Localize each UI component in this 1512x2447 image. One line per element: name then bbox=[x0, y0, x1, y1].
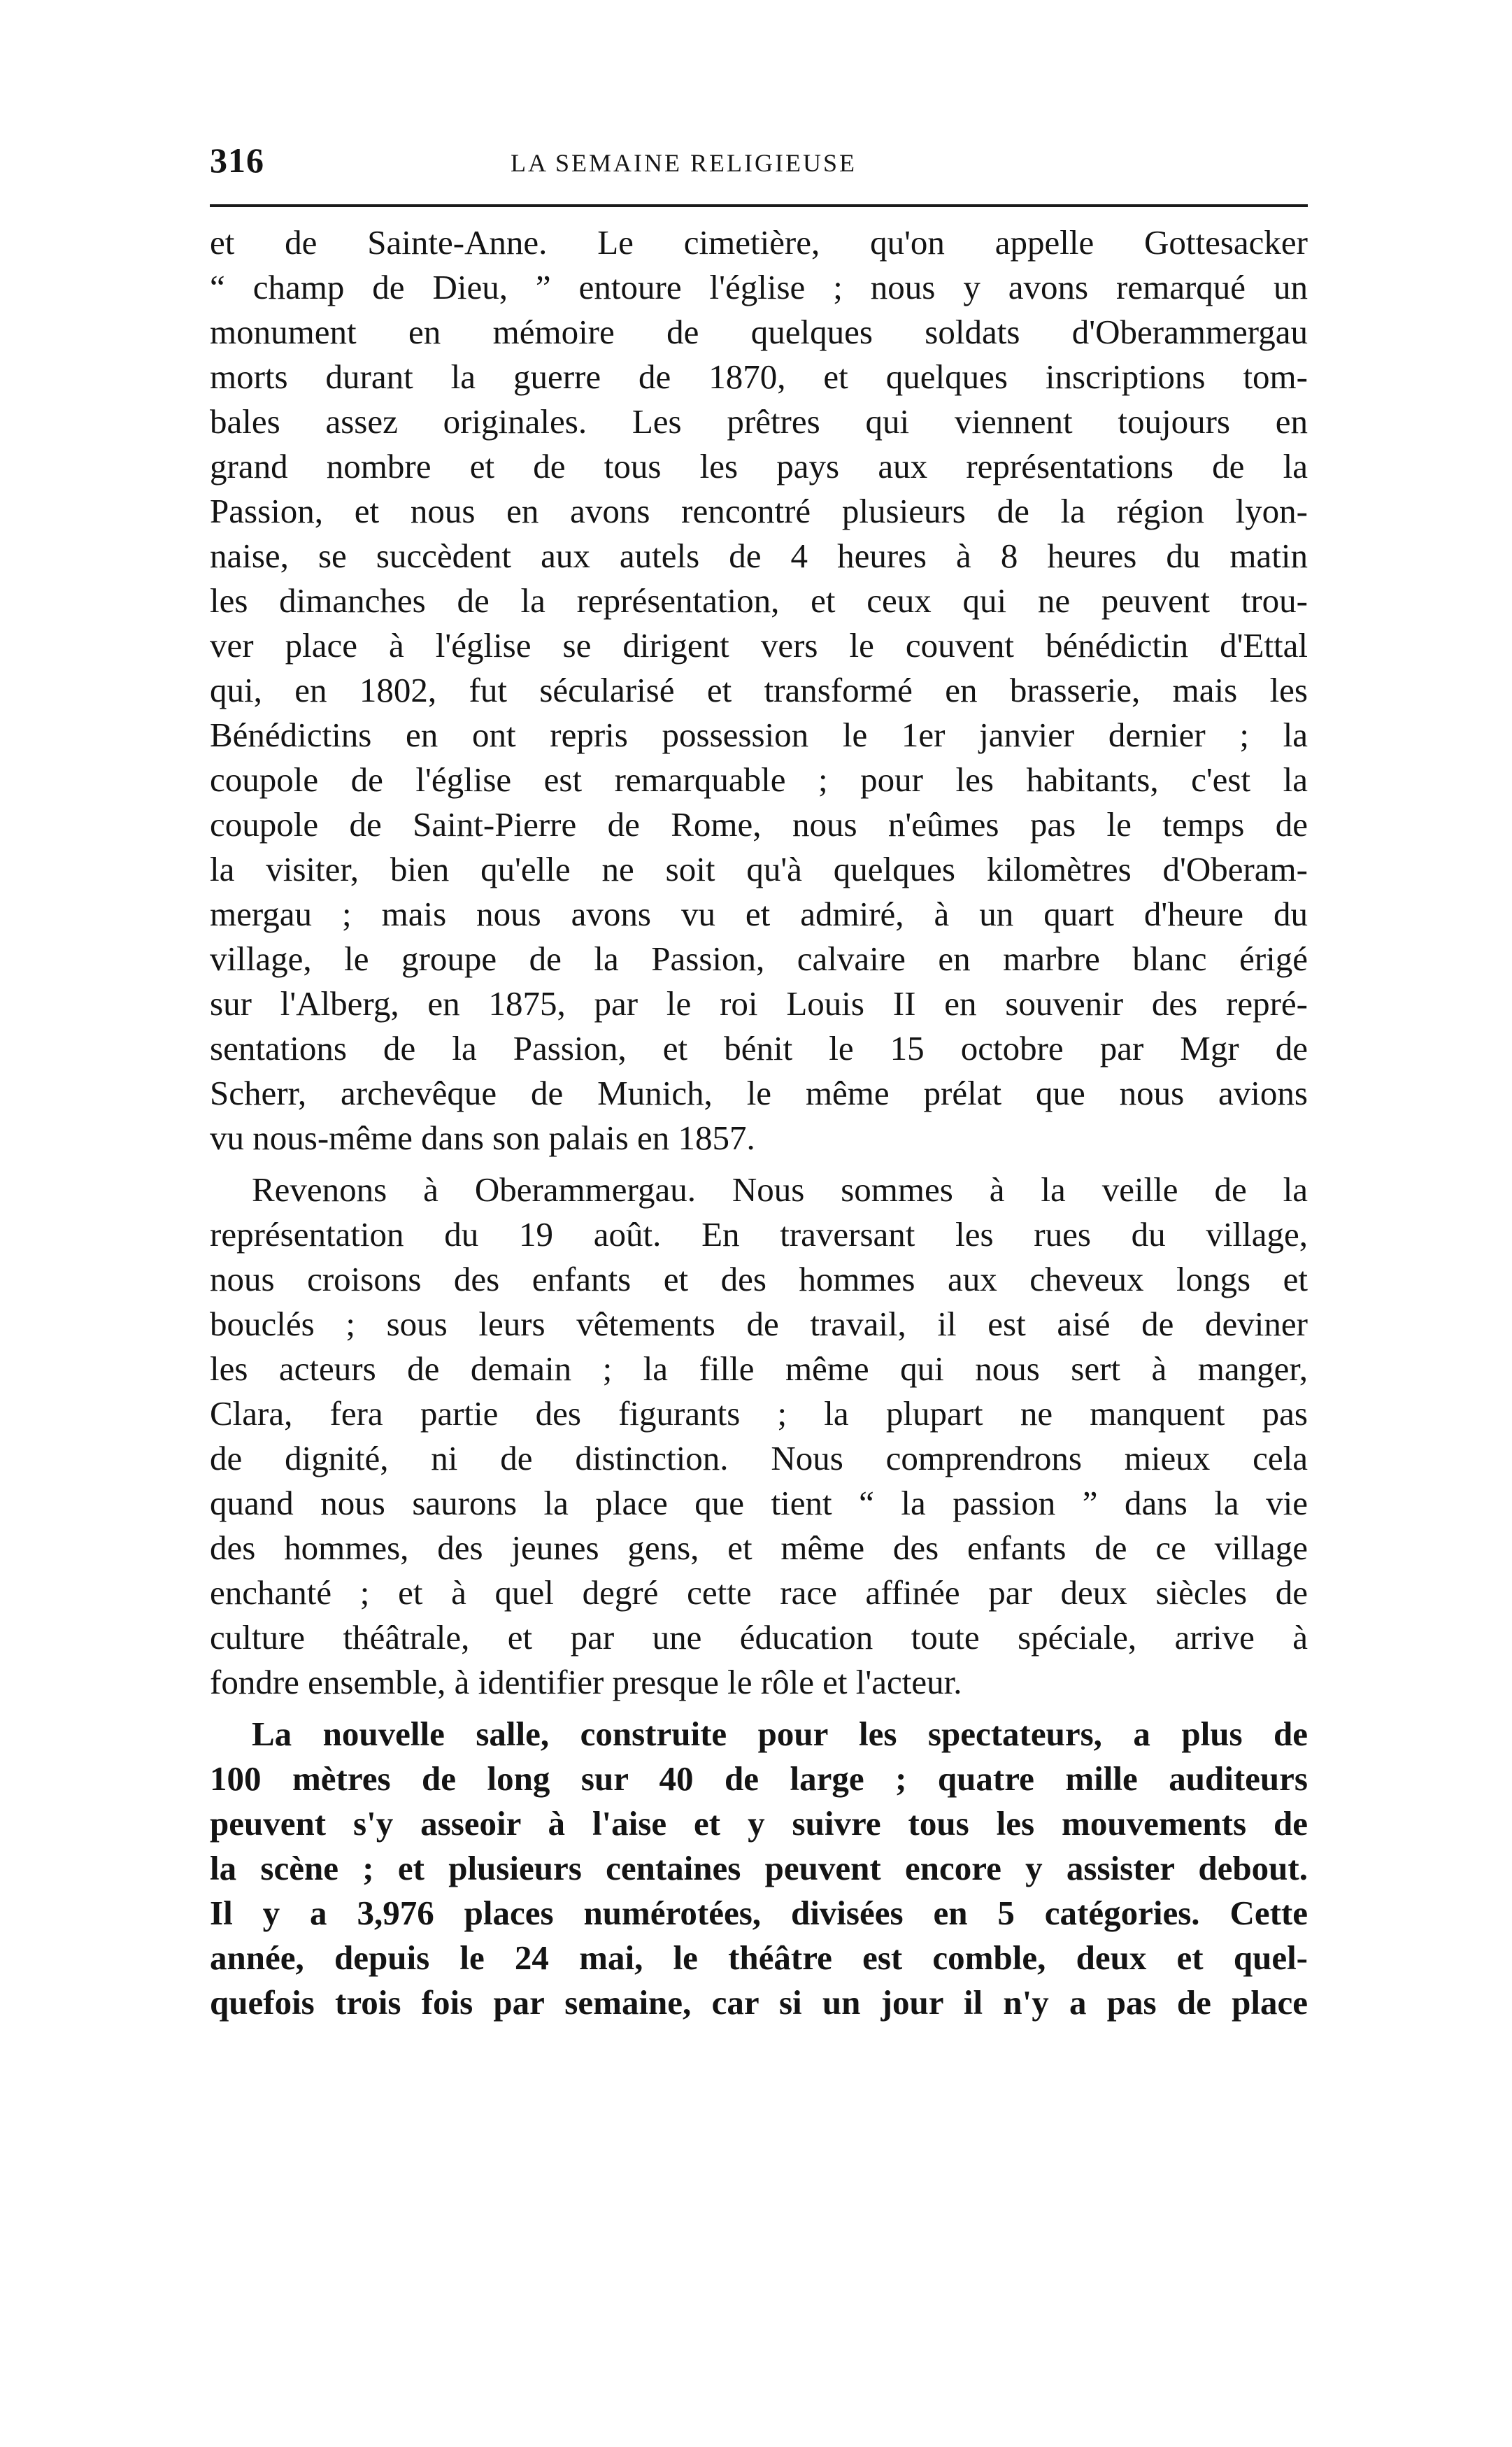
text-line: Passion, et nous en avons rencontré plusieurs de la région lyon- bbox=[210, 492, 1308, 530]
text-line: “ champ de Dieu, ” entoure l'église ; nous y avons remarqué un bbox=[210, 268, 1308, 306]
text-line: bouclés ; sous leurs vêtements de travail, il est aisé de deviner bbox=[210, 1305, 1308, 1343]
paragraph-1 bbox=[210, 220, 1308, 1161]
text-line: Revenons à Oberammergau. Nous sommes à la veille de la bbox=[252, 1170, 1308, 1209]
text-line: et de Sainte-Anne. Le cimetière, qu'on appelle Gottesacker bbox=[210, 223, 1308, 262]
text-line: naise, se succèdent aux autels de 4 heures à 8 heures du matin bbox=[210, 537, 1308, 575]
text-line: sentations de la Passion, et bénit le 15 octobre par Mgr de bbox=[210, 1029, 1308, 1068]
text-body bbox=[210, 220, 1308, 2025]
text-line: coupole de Saint-Pierre de Rome, nous n'eûmes pas le temps de bbox=[210, 805, 1308, 844]
text-line: mergau ; mais nous avons vu et admiré, à un quart d'heure du bbox=[210, 895, 1308, 933]
text-line: sur l'Alberg, en 1875, par le roi Louis II en souvenir des repré- bbox=[210, 984, 1308, 1023]
text-line: culture théâtrale, et par une éducation toute spéciale, arrive à bbox=[210, 1618, 1308, 1657]
text-line: Scherr, archevêque de Munich, le même prélat que nous avions bbox=[210, 1074, 1308, 1112]
text-line: les acteurs de demain ; la fille même qui nous sert à manger, bbox=[210, 1349, 1308, 1388]
page-header bbox=[210, 140, 1308, 189]
text-line: peuvent s'y asseoir à l'aise et y suivre tous les mouvements de bbox=[210, 1804, 1308, 1843]
text-line: vu nous-même dans son palais en 1857. bbox=[210, 1119, 755, 1157]
text-line: bales assez originales. Les prêtres qui viennent toujours en bbox=[210, 402, 1308, 441]
text-line: les dimanches de la représentation, et ceux qui ne peuvent trou- bbox=[210, 581, 1308, 620]
text-line: Clara, fera partie des figurants ; la plupart ne manquent pas bbox=[210, 1394, 1308, 1433]
paragraph-gap bbox=[210, 1705, 1308, 1712]
paragraph-3 bbox=[210, 1712, 1308, 2025]
text-line: grand nombre et de tous les pays aux représentations de la bbox=[210, 447, 1308, 485]
text-line: coupole de l'église est remarquable ; pour les habitants, c'est la bbox=[210, 760, 1308, 799]
text-line: nous croisons des enfants et des hommes aux cheveux longs et bbox=[210, 1260, 1308, 1298]
text-line: Bénédictins en ont repris possession le 1er janvier dernier ; la bbox=[210, 716, 1308, 754]
text-line: année, depuis le 24 mai, le théâtre est comble, deux et quel- bbox=[210, 1938, 1308, 1977]
text-line: village, le groupe de la Passion, calvaire en marbre blanc érigé bbox=[210, 939, 1308, 978]
text-line: morts durant la guerre de 1870, et quelques inscriptions tom- bbox=[210, 357, 1308, 396]
text-line: 100 mètres de long sur 40 de large ; quatre mille auditeurs bbox=[210, 1759, 1308, 1798]
text-line: La nouvelle salle, construite pour les spectateurs, a plus de bbox=[252, 1715, 1308, 1753]
text-line: représentation du 19 août. En traversant les rues du village, bbox=[210, 1215, 1308, 1254]
text-line: quefois trois fois par semaine, car si un jour il n'y a pas de place bbox=[210, 1983, 1308, 2022]
running-head: LA SEMAINE RELIGIEUSE bbox=[511, 149, 857, 177]
paragraph-gap bbox=[210, 1161, 1308, 1168]
text-line: Il y a 3,976 places numérotées, divisées en 5 catégories. Cette bbox=[210, 1894, 1308, 1932]
paragraph-2 bbox=[210, 1168, 1308, 1705]
text-line: enchanté ; et à quel degré cette race affinée par deux siècles de bbox=[210, 1573, 1308, 1612]
text-line: la scène ; et plusieurs centaines peuvent encore y assister debout. bbox=[210, 1849, 1308, 1887]
text-line: quand nous saurons la place que tient “ la passion ” dans la vie bbox=[210, 1484, 1308, 1522]
text-line: des hommes, des jeunes gens, et même des enfants de ce village bbox=[210, 1529, 1308, 1567]
text-line: ver place à l'église se dirigent vers le couvent bénédictin d'Ettal bbox=[210, 626, 1308, 665]
header-rule bbox=[210, 204, 1308, 207]
page-number: 316 bbox=[210, 141, 264, 180]
text-line: de dignité, ni de distinction. Nous comprendrons mieux cela bbox=[210, 1439, 1308, 1477]
text-line: monument en mémoire de quelques soldats d'Oberammergau bbox=[210, 313, 1308, 351]
text-line: fondre ensemble, à identifier presque le rôle et l'acteur. bbox=[210, 1663, 962, 1701]
text-line: la visiter, bien qu'elle ne soit qu'à quelques kilomètres d'Oberam- bbox=[210, 850, 1308, 888]
text-line: qui, en 1802, fut sécularisé et transformé en brasserie, mais les bbox=[210, 671, 1308, 709]
